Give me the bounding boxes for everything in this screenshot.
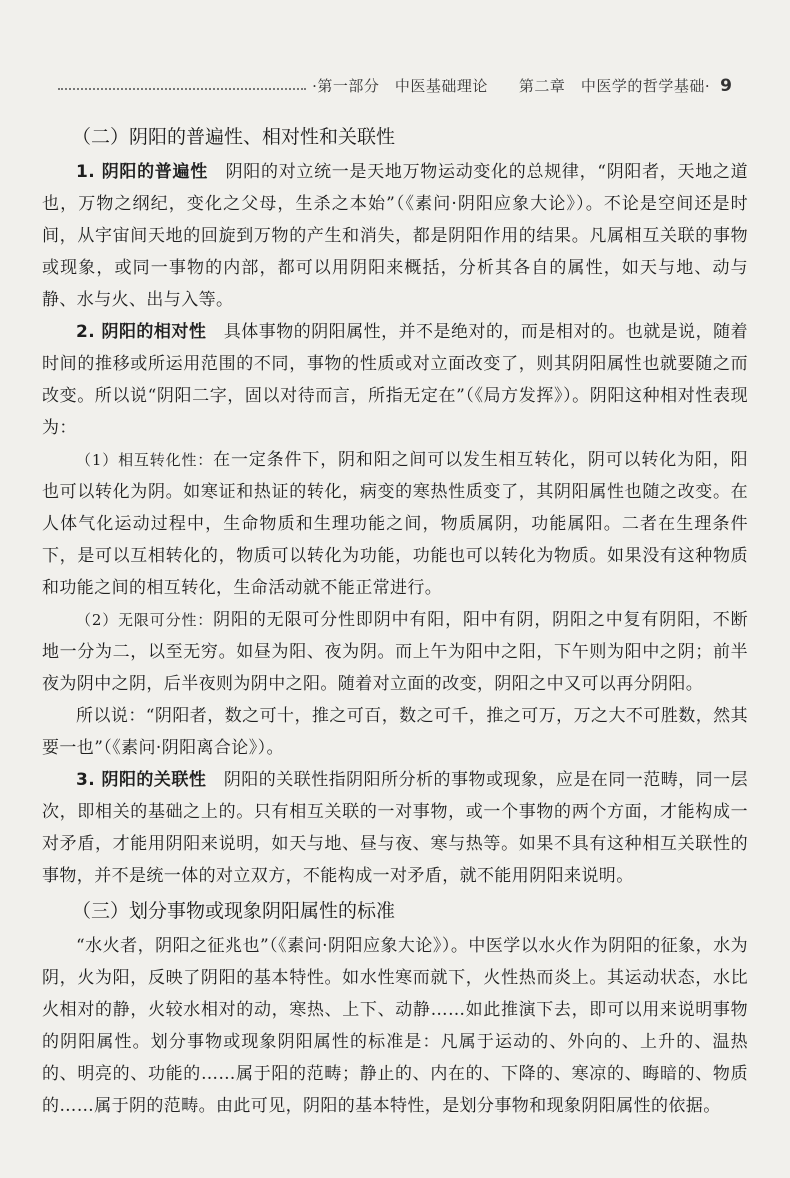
paragraph-relativity <box>42 316 748 444</box>
paragraph-quote <box>42 700 748 764</box>
paragraph-text: “水火者，阴阳之征兆也”（《素问·阴阳应象大论》）。中医学以水火作为阴阳的征象，水为阴，火为阳，反映了阴阳的基本特性。如水性寒而就下，火性热而炎上。其运动状态，水比火相对的静，火较水相对的动，寒热、上下、动静……如此推演下去，即可以用来说明事物的阴阳属性。划分事物或现象阴阳属性的标准是：凡属于运动的、外向的、上升的、温热的、明亮的、功能的……属于阳的范畴；静止的、内在的、下降的、寒凉的、晦暗的、物质的……属于阴的范畴。由此可见，阴阳的基本特性，是划分事物和现象阴阳属性的依据。 <box>42 936 748 1116</box>
page-body <box>42 118 748 1122</box>
running-header <box>58 72 732 96</box>
header-chapter-title: ·第一部分 中医基础理论 第二章 中医学的哲学基础· <box>312 77 711 95</box>
paragraph-correlation <box>42 764 748 892</box>
paragraph-text: 阴阳的关联性指阴阳所分析的事物或现象，应是在同一范畴，同一层次，即相关的基础之上的。只有相互关联的一对事物，或一个事物的两个方面，才能构成一对矛盾，才能用阴阳来说明，如天与地、昼与夜、寒与热等。如果不具有这种相互关联性的事物，并不是统一体的对立双方，不能构成一对矛盾，就不能用阴阳来说明。 <box>42 770 748 886</box>
paragraph-text: 所以说：“阴阳者，数之可十，推之可百，数之可千，推之可万，万之大不可胜数，然其要一也”（《素问·阴阳离合论》）。 <box>42 706 748 758</box>
paragraph-text: 在一定条件下，阴和阳之间可以发生相互转化，阴可以转化为阳，阳也可以转化为阴。如寒证和热证的转化，病变的寒热性质变了，其阴阳属性也随之改变。在人体气化运动过程中，生命物质和生理功能之间，物质属阴，功能属阳。二者在生理条件下，是可以互相转化的，物质可以转化为功能，功能也可以转化为物质。如果没有这种物质和功能之间的相互转化，生命活动就不能正常进行。 <box>42 450 748 598</box>
paragraph-lead: 1. 阴阳的普遍性 <box>76 162 208 182</box>
paragraph-mutual-transformation <box>42 444 748 604</box>
paragraph-lead: （1）相互转化性： <box>76 451 214 469</box>
paragraph-text: 阴阳的对立统一是天地万物运动变化的总规律，“阴阳者，天地之道也，万物之纲纪，变化之父母，生杀之本始”（《素问·阴阳应象大论》）。不论是空间还是时间，从宇宙间天地的回旋到万物的产生和消失，都是阴阳作用的结果。凡属相互关联的事物或现象，或同一事物的内部，都可以用阴阳来概括，分析其各自的属性，如天与地、动与静、水与火、出与入等。 <box>42 162 748 310</box>
paragraph-universality <box>42 156 748 316</box>
paragraph-text: 具体事物的阴阳属性，并不是绝对的，而是相对的。也就是说，随着时间的推移或所运用范围的不同，事物的性质或对立面改变了，则其阴阳属性也就要随之而改变。所以说“阴阳二字，固以对待而言，所指无定在”（《局方发挥》）。阴阳这种相对性表现为： <box>42 322 748 438</box>
header-dot-leader <box>58 87 306 90</box>
paragraph-criteria <box>42 930 748 1122</box>
section-heading-universality: （二）阴阳的普遍性、相对性和关联性 <box>72 126 396 148</box>
paragraph-lead: （2）无限可分性： <box>76 611 214 629</box>
section-heading-criteria: （三）划分事物或现象阴阳属性的标准 <box>72 900 396 922</box>
paragraph-infinite-divisibility <box>42 604 748 700</box>
paragraph-lead: 3. 阴阳的关联性 <box>76 770 207 790</box>
paragraph-lead: 2. 阴阳的相对性 <box>76 322 207 342</box>
paragraph-text: 阴阳的无限可分性即阴中有阳，阳中有阴，阴阳之中复有阴阳，不断地一分为二，以至无穷。如昼为阳、夜为阴。而上午为阳中之阳，下午则为阳中之阴；前半夜为阴中之阴，后半夜则为阴中之阳。随着对立面的改变，阴阳之中又可以再分阴阳。 <box>42 610 748 694</box>
page-number: 9 <box>720 76 732 96</box>
